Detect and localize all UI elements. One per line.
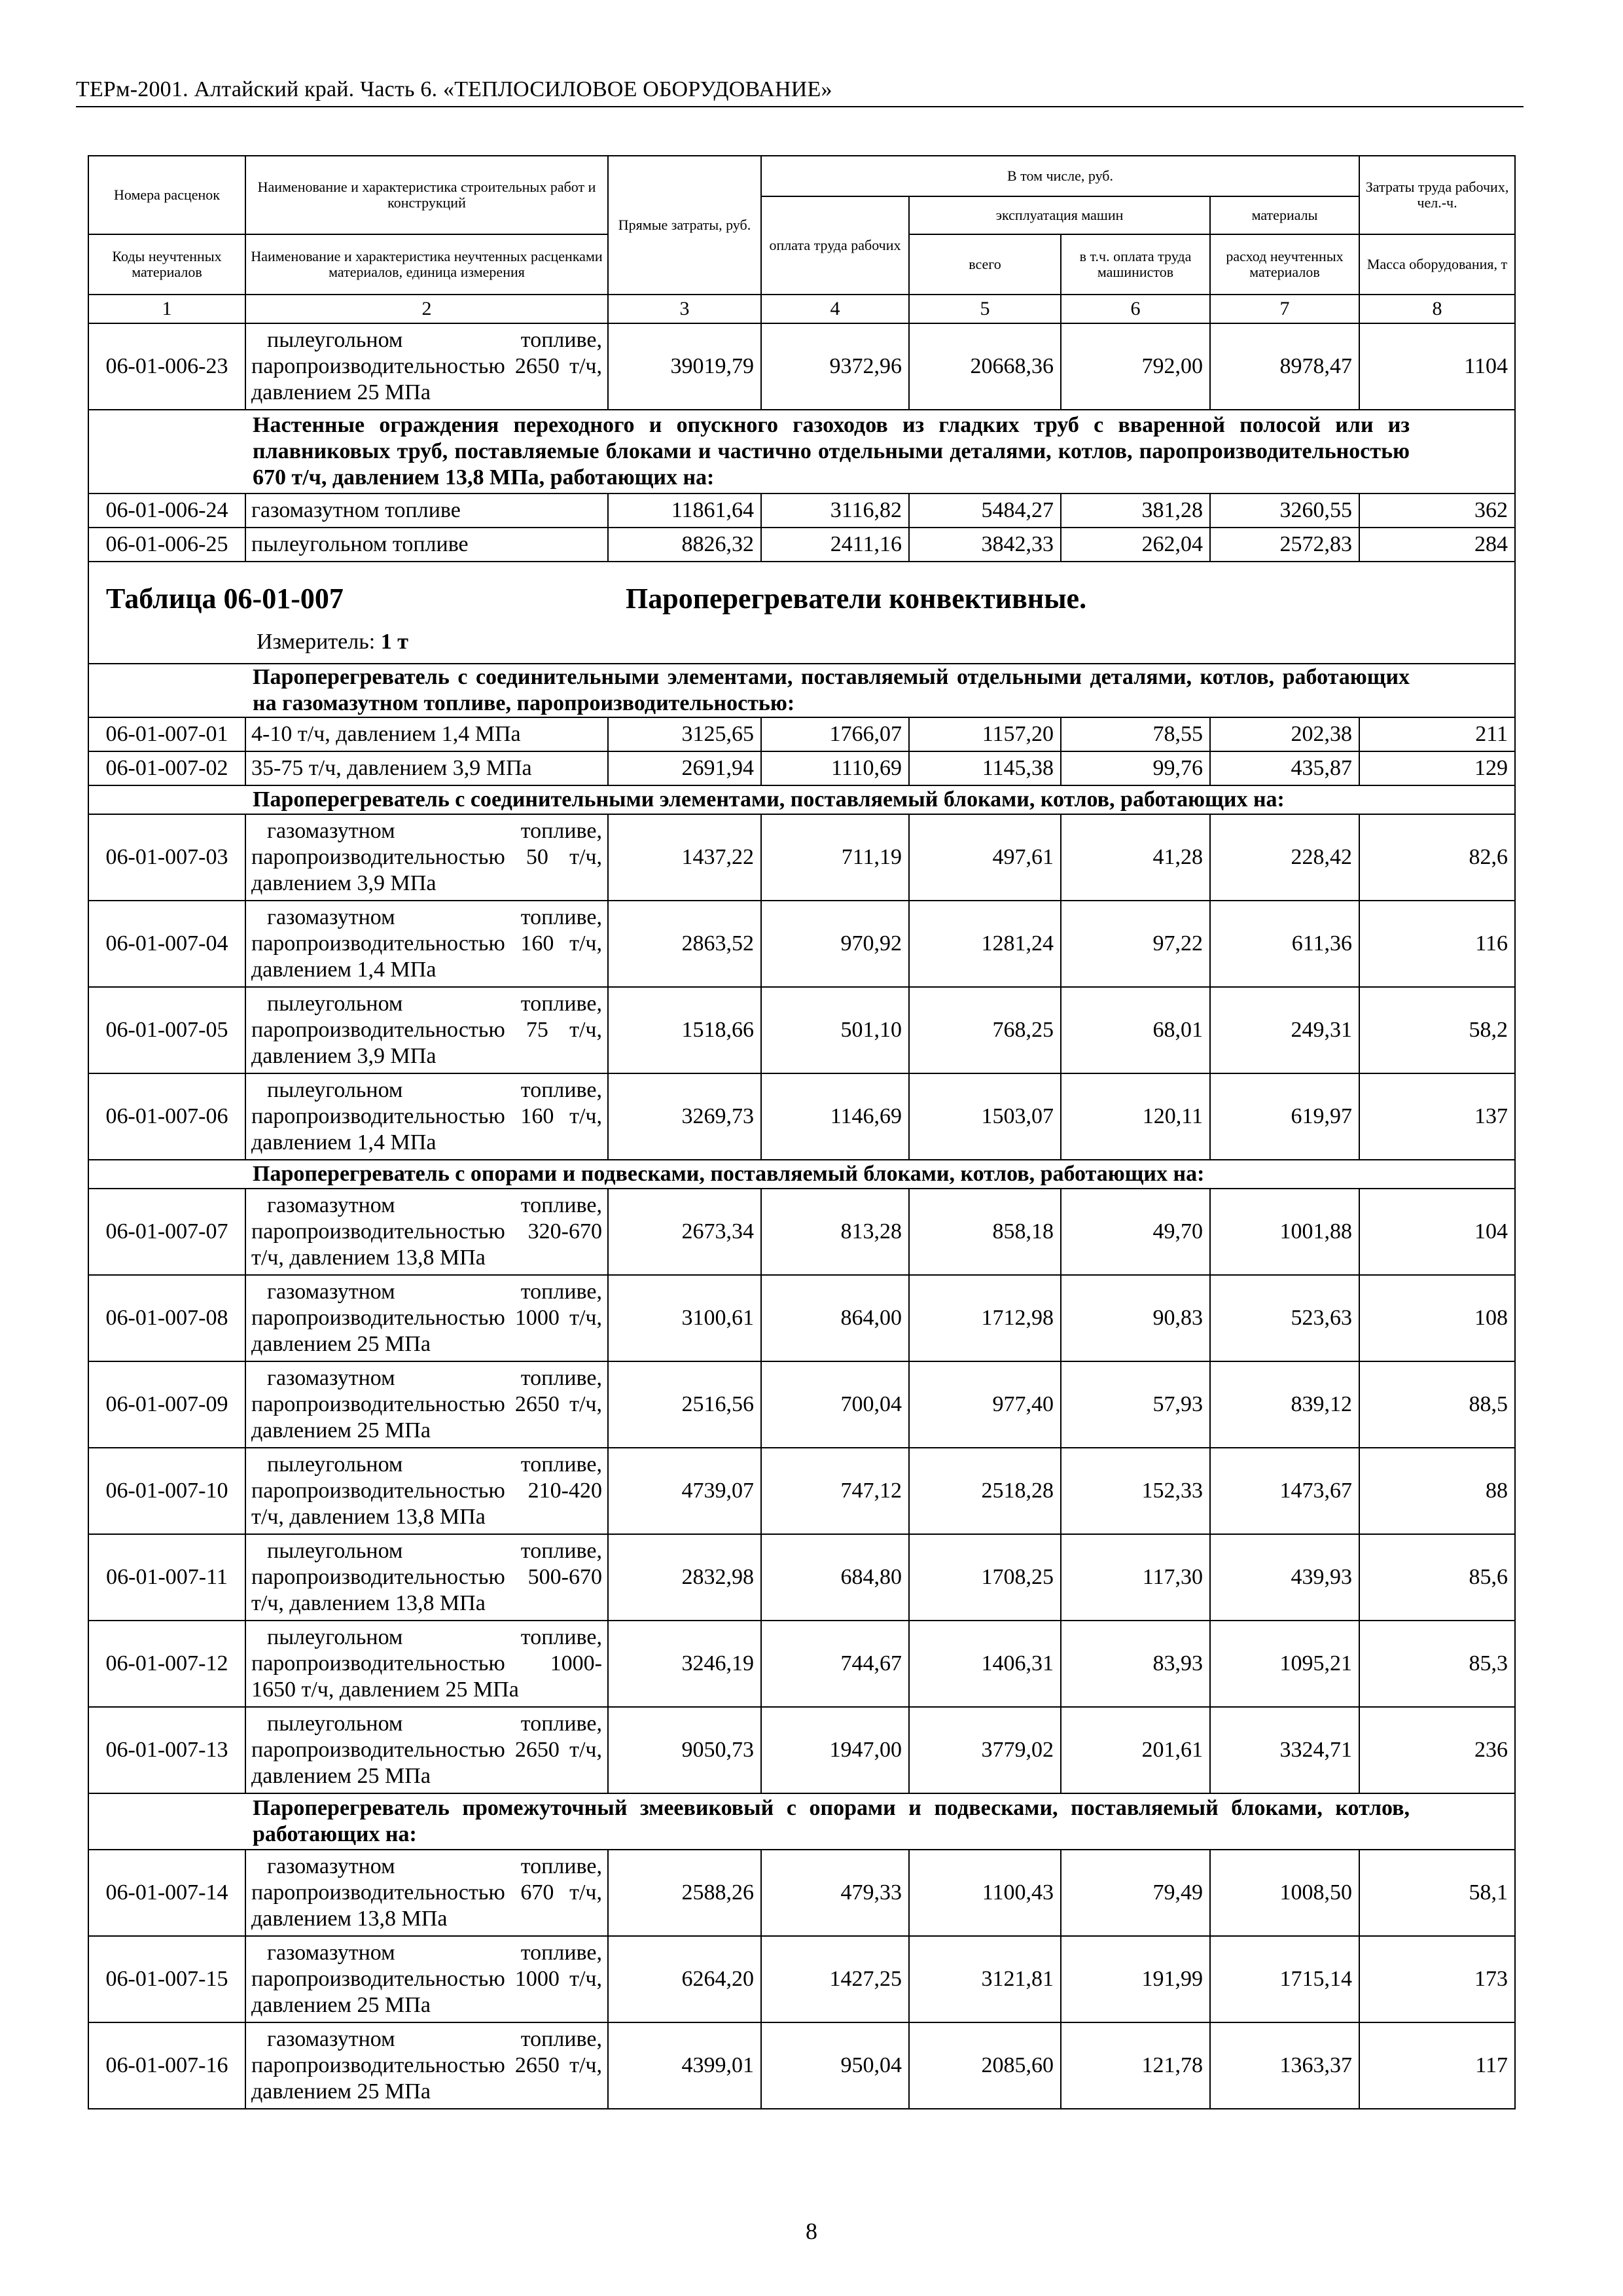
table-row	[88, 1621, 1515, 1707]
rate-code: 06-01-007-11	[88, 1534, 245, 1621]
table-row	[88, 493, 1515, 528]
machines-total: 1708,25	[909, 1534, 1061, 1621]
column-number: 2	[245, 295, 608, 323]
direct-costs: 39019,79	[608, 323, 761, 410]
table-row	[88, 1850, 1515, 1936]
machinist-pay: 152,33	[1061, 1448, 1210, 1534]
table-row	[88, 323, 1515, 410]
labor-or-mass: 129	[1359, 751, 1515, 785]
table-row	[88, 717, 1515, 751]
unit-of-measure	[257, 629, 408, 655]
direct-costs: 3246,19	[608, 1621, 761, 1707]
machinist-pay: 79,49	[1061, 1850, 1210, 1936]
machinist-pay: 121,78	[1061, 2022, 1210, 2109]
table-row	[88, 1448, 1515, 1534]
header-row	[88, 156, 1515, 196]
direct-costs: 1437,22	[608, 814, 761, 901]
table-title-row	[88, 562, 1515, 664]
rate-code: 06-01-007-12	[88, 1621, 245, 1707]
rate-code: 06-01-006-25	[88, 528, 245, 562]
worker-pay: 970,92	[761, 901, 909, 987]
col-unaccounted-materials-header: расход неучтенных материалов	[1210, 234, 1359, 295]
rate-code: 06-01-007-04	[88, 901, 245, 987]
materials: 435,87	[1210, 751, 1359, 785]
machines-total: 2085,60	[909, 2022, 1061, 2109]
machinist-pay: 41,28	[1061, 814, 1210, 901]
work-description: пылеугольном топливе, паропроизводительностью 2650 т/ч, давлением 25 МПа	[245, 323, 608, 410]
materials: 1095,21	[1210, 1621, 1359, 1707]
column-number-row	[88, 295, 1515, 323]
machinist-pay: 792,00	[1061, 323, 1210, 410]
rate-code: 06-01-007-10	[88, 1448, 245, 1534]
machinist-pay: 117,30	[1061, 1534, 1210, 1621]
machinist-pay: 90,83	[1061, 1275, 1210, 1361]
table-row	[88, 1361, 1515, 1448]
worker-pay: 711,19	[761, 814, 909, 901]
rates-table	[88, 155, 1516, 2109]
machinist-pay: 57,93	[1061, 1361, 1210, 1448]
table-row	[88, 814, 1515, 901]
table-row	[88, 1707, 1515, 1793]
table-id: Таблица 06-01-007	[106, 583, 344, 615]
machines-total: 768,25	[909, 987, 1061, 1073]
machinist-pay: 201,61	[1061, 1707, 1210, 1793]
materials: 1715,14	[1210, 1936, 1359, 2022]
rate-code: 06-01-006-23	[88, 323, 245, 410]
column-number: 6	[1061, 295, 1210, 323]
machines-total: 1281,24	[909, 901, 1061, 987]
labor-or-mass: 85,3	[1359, 1621, 1515, 1707]
column-number: 3	[608, 295, 761, 323]
work-description: газомазутном топливе, паропроизводительностью 670 т/ч, давлением 13,8 МПа	[245, 1850, 608, 1936]
work-description: 4-10 т/ч, давлением 1,4 МПа	[245, 717, 608, 751]
machinist-pay: 68,01	[1061, 987, 1210, 1073]
materials: 611,36	[1210, 901, 1359, 987]
rate-code: 06-01-007-15	[88, 1936, 245, 2022]
work-description: пылеугольном топливе, паропроизводительностью 1000-1650 т/ч, давлением 25 МПа	[245, 1621, 608, 1707]
column-number: 8	[1359, 295, 1515, 323]
materials: 3324,71	[1210, 1707, 1359, 1793]
labor-or-mass: 117	[1359, 2022, 1515, 2109]
table-row	[88, 528, 1515, 562]
labor-or-mass: 85,6	[1359, 1534, 1515, 1621]
machines-total: 1157,20	[909, 717, 1061, 751]
page-header: ТЕРм-2001. Алтайский край. Часть 6. «ТЕПЛОСИЛОВОЕ ОБОРУДОВАНИЕ»	[76, 77, 832, 101]
direct-costs: 2588,26	[608, 1850, 761, 1936]
col-worker-pay-header: оплата труда рабочих	[761, 196, 909, 295]
section-row	[88, 664, 1515, 717]
worker-pay: 747,12	[761, 1448, 909, 1534]
worker-pay: 864,00	[761, 1275, 909, 1361]
table-row	[88, 1275, 1515, 1361]
worker-pay: 1110,69	[761, 751, 909, 785]
materials: 3260,55	[1210, 493, 1359, 528]
section-heading: Пароперегреватель с соединительными элементами, поставляемый отдельными деталями, котлов, работающих на газомазутном топливе, паропроизводительностью:	[88, 664, 1515, 717]
section-heading: Настенные ограждения переходного и опускного газоходов из гладких труб с вваренной полосой или из плавниковых труб, поставляемые блоками и частично отдельными деталями, котлов, паропроизводительностью 670 т/ч, давлением 13,8 МПа, работающих на:	[88, 410, 1515, 493]
column-number: 1	[88, 295, 245, 323]
column-number: 5	[909, 295, 1061, 323]
rate-code: 06-01-007-14	[88, 1850, 245, 1936]
work-description: газомазутном топливе, паропроизводительностью 160 т/ч, давлением 1,4 МПа	[245, 901, 608, 987]
worker-pay: 684,80	[761, 1534, 909, 1621]
labor-or-mass: 58,2	[1359, 987, 1515, 1073]
materials: 8978,47	[1210, 323, 1359, 410]
work-description: газомазутном топливе, паропроизводительностью 2650 т/ч, давлением 25 МПа	[245, 1361, 608, 1448]
rate-code: 06-01-007-09	[88, 1361, 245, 1448]
materials: 1363,37	[1210, 2022, 1359, 2109]
col-work-name-header: Наименование и характеристика строительных работ и конструкций	[245, 156, 608, 234]
column-number: 7	[1210, 295, 1359, 323]
machinist-pay: 83,93	[1061, 1621, 1210, 1707]
unit-value: 1 т	[380, 630, 408, 654]
direct-costs: 2832,98	[608, 1534, 761, 1621]
materials: 839,12	[1210, 1361, 1359, 1448]
machinist-pay: 120,11	[1061, 1073, 1210, 1160]
machines-total: 858,18	[909, 1189, 1061, 1275]
machines-total: 1145,38	[909, 751, 1061, 785]
direct-costs: 4739,07	[608, 1448, 761, 1534]
machines-header: эксплуатация машин	[909, 196, 1210, 234]
header-rule	[76, 106, 1524, 107]
table-row	[88, 751, 1515, 785]
machines-total: 3121,81	[909, 1936, 1061, 2022]
worker-pay: 1947,00	[761, 1707, 909, 1793]
work-description: газомазутном топливе, паропроизводительностью 1000 т/ч, давлением 25 МПа	[245, 1275, 608, 1361]
table-row	[88, 901, 1515, 987]
column-number: 4	[761, 295, 909, 323]
machines-total: 5484,27	[909, 493, 1061, 528]
machines-total: 1503,07	[909, 1073, 1061, 1160]
table-row	[88, 1189, 1515, 1275]
work-description: пылеугольном топливе, паропроизводительностью 75 т/ч, давлением 3,9 МПа	[245, 987, 608, 1073]
direct-costs: 3125,65	[608, 717, 761, 751]
machines-total: 3779,02	[909, 1707, 1061, 1793]
worker-pay: 1427,25	[761, 1936, 909, 2022]
labor-or-mass: 82,6	[1359, 814, 1515, 901]
table-row	[88, 987, 1515, 1073]
page-number: 8	[806, 2218, 817, 2244]
materials-header: материалы	[1210, 196, 1359, 234]
labor-or-mass: 362	[1359, 493, 1515, 528]
machines-total: 3842,33	[909, 528, 1061, 562]
work-description: газомазутном топливе, паропроизводительностью 50 т/ч, давлением 3,9 МПа	[245, 814, 608, 901]
table-row	[88, 1073, 1515, 1160]
rate-code: 06-01-007-16	[88, 2022, 245, 2109]
labor-or-mass: 1104	[1359, 323, 1515, 410]
col-labor-hours-header: Затраты труда рабочих, чел.-ч.	[1359, 156, 1515, 234]
worker-pay: 9372,96	[761, 323, 909, 410]
labor-or-mass: 88,5	[1359, 1361, 1515, 1448]
worker-pay: 479,33	[761, 1850, 909, 1936]
work-description: 35-75 т/ч, давлением 3,9 МПа	[245, 751, 608, 785]
table-title-cell	[88, 562, 1515, 664]
table-row	[88, 1534, 1515, 1621]
direct-costs: 8826,32	[608, 528, 761, 562]
materials: 228,42	[1210, 814, 1359, 901]
section-heading: Пароперегреватель с соединительными элементами, поставляемый блоками, котлов, работающих на:	[88, 785, 1515, 814]
work-description: пылеугольном топливе, паропроизводительностью 500-670 т/ч, давлением 13,8 МПа	[245, 1534, 608, 1621]
col-machines-total-header: всего	[909, 234, 1061, 295]
work-description: пылеугольном топливе, паропроизводительностью 2650 т/ч, давлением 25 МПа	[245, 1707, 608, 1793]
labor-or-mass: 104	[1359, 1189, 1515, 1275]
worker-pay: 1766,07	[761, 717, 909, 751]
section-row	[88, 1793, 1515, 1850]
section-row	[88, 785, 1515, 814]
direct-costs: 3269,73	[608, 1073, 761, 1160]
materials: 1001,88	[1210, 1189, 1359, 1275]
work-description: пылеугольном топливе, паропроизводительностью 160 т/ч, давлением 1,4 МПа	[245, 1073, 608, 1160]
machinist-pay: 262,04	[1061, 528, 1210, 562]
section-heading: Пароперегреватель с опорами и подвесками, поставляемый блоками, котлов, работающих на:	[88, 1160, 1515, 1189]
col-material-names-header: Наименование и характеристика неучтенных расценками материалов, единица измерения	[245, 234, 608, 295]
labor-or-mass: 211	[1359, 717, 1515, 751]
table-row	[88, 1936, 1515, 2022]
materials: 249,31	[1210, 987, 1359, 1073]
labor-or-mass: 137	[1359, 1073, 1515, 1160]
machines-total: 1406,31	[909, 1621, 1061, 1707]
rate-code: 06-01-007-03	[88, 814, 245, 901]
worker-pay: 3116,82	[761, 493, 909, 528]
col-direct-costs-header: Прямые затраты, руб.	[608, 156, 761, 295]
machines-total: 977,40	[909, 1361, 1061, 1448]
labor-or-mass: 88	[1359, 1448, 1515, 1534]
labor-or-mass: 108	[1359, 1275, 1515, 1361]
worker-pay: 813,28	[761, 1189, 909, 1275]
rate-code: 06-01-007-01	[88, 717, 245, 751]
section-row	[88, 1160, 1515, 1189]
machinist-pay: 78,55	[1061, 717, 1210, 751]
direct-costs: 2516,56	[608, 1361, 761, 1448]
worker-pay: 950,04	[761, 2022, 909, 2109]
rate-code: 06-01-007-13	[88, 1707, 245, 1793]
col-rate-number-header: Номера расценок	[88, 156, 245, 234]
work-description: пылеугольном топливе	[245, 528, 608, 562]
rate-code: 06-01-007-08	[88, 1275, 245, 1361]
machinist-pay: 97,22	[1061, 901, 1210, 987]
labor-or-mass: 236	[1359, 1707, 1515, 1793]
materials: 619,97	[1210, 1073, 1359, 1160]
work-description: газомазутном топливе, паропроизводительностью 320-670 т/ч, давлением 13,8 МПа	[245, 1189, 608, 1275]
work-description: газомазутном топливе, паропроизводительностью 2650 т/ч, давлением 25 МПа	[245, 2022, 608, 2109]
worker-pay: 2411,16	[761, 528, 909, 562]
direct-costs: 3100,61	[608, 1275, 761, 1361]
worker-pay: 700,04	[761, 1361, 909, 1448]
direct-costs: 9050,73	[608, 1707, 761, 1793]
labor-or-mass: 173	[1359, 1936, 1515, 2022]
direct-costs: 4399,01	[608, 2022, 761, 2109]
machines-total: 497,61	[909, 814, 1061, 901]
machinist-pay: 49,70	[1061, 1189, 1210, 1275]
rate-code: 06-01-007-06	[88, 1073, 245, 1160]
machines-total: 1712,98	[909, 1275, 1061, 1361]
rate-code: 06-01-007-07	[88, 1189, 245, 1275]
section-row	[88, 410, 1515, 493]
worker-pay: 744,67	[761, 1621, 909, 1707]
labor-or-mass: 284	[1359, 528, 1515, 562]
direct-costs: 2691,94	[608, 751, 761, 785]
direct-costs: 1518,66	[608, 987, 761, 1073]
worker-pay: 1146,69	[761, 1073, 909, 1160]
machinist-pay: 191,99	[1061, 1936, 1210, 2022]
work-description: газомазутном топливе	[245, 493, 608, 528]
work-description: пылеугольном топливе, паропроизводительностью 210-420 т/ч, давлением 13,8 МПа	[245, 1448, 608, 1534]
materials: 1473,67	[1210, 1448, 1359, 1534]
col-machinist-pay-header: в т.ч. оплата труда машинистов	[1061, 234, 1210, 295]
machines-total: 2518,28	[909, 1448, 1061, 1534]
machines-total: 1100,43	[909, 1850, 1061, 1936]
materials: 1008,50	[1210, 1850, 1359, 1936]
labor-or-mass: 116	[1359, 901, 1515, 987]
col-material-codes-header: Коды неучтенных материалов	[88, 234, 245, 295]
section-heading: Пароперегреватель промежуточный змеевиковый с опорами и подвесками, поставляемый блоками, котлов, работающих на:	[88, 1793, 1515, 1850]
rate-code: 06-01-006-24	[88, 493, 245, 528]
table-row	[88, 2022, 1515, 2109]
materials: 439,93	[1210, 1534, 1359, 1621]
unit-label: Измеритель:	[257, 630, 376, 654]
machines-total: 20668,36	[909, 323, 1061, 410]
machinist-pay: 381,28	[1061, 493, 1210, 528]
direct-costs: 11861,64	[608, 493, 761, 528]
materials: 523,63	[1210, 1275, 1359, 1361]
rate-code: 06-01-007-05	[88, 987, 245, 1073]
direct-costs: 6264,20	[608, 1936, 761, 2022]
rate-code: 06-01-007-02	[88, 751, 245, 785]
col-equipment-mass-header: Масса оборудования, т	[1359, 234, 1515, 295]
labor-or-mass: 58,1	[1359, 1850, 1515, 1936]
machinist-pay: 99,76	[1061, 751, 1210, 785]
direct-costs: 2673,34	[608, 1189, 761, 1275]
worker-pay: 501,10	[761, 987, 909, 1073]
materials: 202,38	[1210, 717, 1359, 751]
work-description: газомазутном топливе, паропроизводительностью 1000 т/ч, давлением 25 МПа	[245, 1936, 608, 2022]
table-title: Пароперегреватели конвективные.	[626, 583, 1087, 615]
direct-costs: 2863,52	[608, 901, 761, 987]
materials: 2572,83	[1210, 528, 1359, 562]
incl-header: В том числе, руб.	[761, 156, 1359, 196]
